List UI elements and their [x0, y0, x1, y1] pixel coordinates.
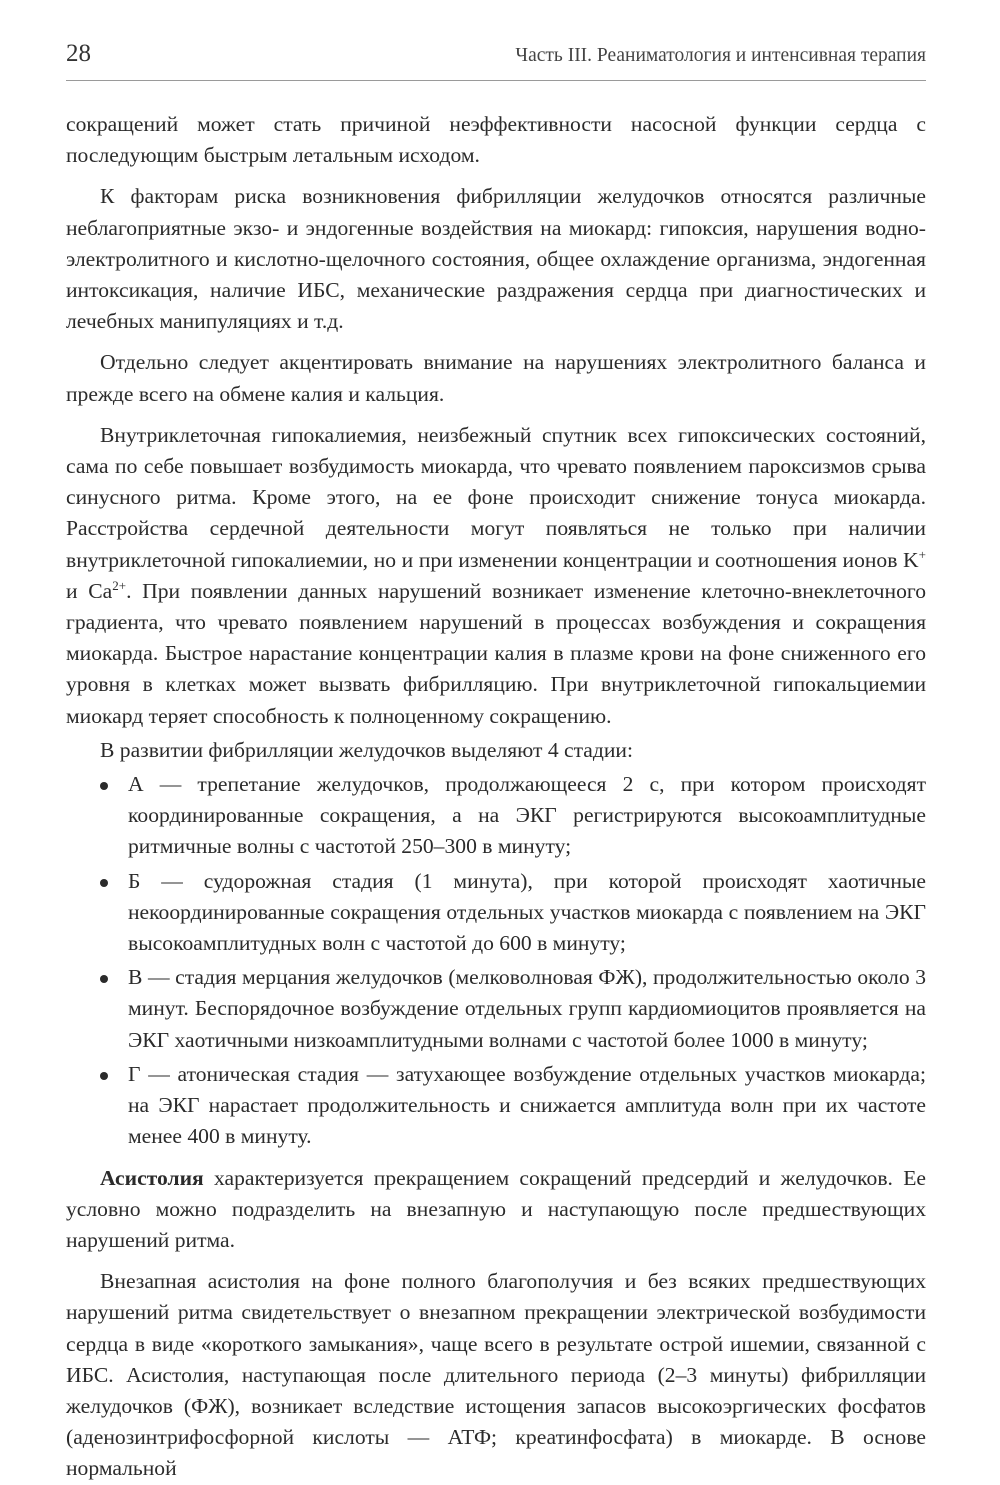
page-number: 28 — [66, 40, 91, 67]
paragraph-risk-factors: К факторам риска возникновения фибрилляции желудочков относятся различные неблагоприятные экзо- и эндогенные воздействия на миокард: гипоксия, нарушения водно-электролитного и кислотно-щелочного состояния, общее охлаждение организма, эндогенная интоксикация, наличие ИБС, механические раздражения сердца при диагностических и лечебных манипуляциях и т.д. — [66, 184, 926, 334]
hypokalemia-text-1: Внутриклеточная гипокалиемия, неизбежный спутник всех гипоксических состояний, сама по себе повышает возбудимость миокарда, что чревато появлением пароксизмов срыва синусного ритма. Кроме этого, на ее фоне происходит снижение тонуса миокарда. Расстройства сердечной деятельности могут появляться не только при наличии внутриклеточной гипокалиемии, но и при изменении концентрации и соотношения ионов K — [66, 422, 926, 572]
paragraph-asystole — [66, 1163, 926, 1257]
bullet-icon — [100, 1072, 108, 1080]
book-page — [66, 40, 926, 1485]
body-text — [66, 109, 926, 1485]
stage-g-text: Г — атоническая стадия — затухающее возбуждение отдельных участков миокарда; на ЭКГ нарастает продолжительность и снижается амплитуда волн при их частоте менее 400 в минуту. — [128, 1061, 926, 1149]
stage-v-text: В — стадия мерцания желудочков (мелковолновая ФЖ), продолжительностью около 3 минут. Беспорядочное возбуждение отдельных групп кардиомиоцитов проявляется на ЭКГ хаотичными низкоамплитудными волнами с частотой более 1000 в минуту; — [128, 965, 926, 1052]
term-asystole: Асистолия — [100, 1165, 204, 1190]
list-item — [66, 1059, 926, 1153]
paragraph-hypokalemia — [66, 420, 926, 732]
paragraph-continuation: сокращений может стать причиной неэффективности насосной функции сердца с последующим быстрым летальным исходом. — [66, 112, 926, 168]
list-item — [66, 769, 926, 863]
running-title: Часть III. Реаниматология и интенсивная терапия — [515, 45, 926, 66]
paragraph-electrolyte-balance: Отдельно следует акцентировать внимание на нарушениях электролитного баланса и прежде всего на обмене калия и кальция. — [66, 350, 926, 406]
calcium-charge: 2+ — [112, 577, 127, 593]
asystole-definition: характеризуется прекращением сокращений предсердий и желудочков. Ее условно можно подразделить на внезапную и наступающую после предшествующих нарушений ритма. — [66, 1165, 926, 1252]
bullet-icon — [100, 879, 108, 887]
paragraph-stages-intro: В развитии фибрилляции желудочков выделяют 4 стадии: — [100, 737, 633, 762]
potassium-charge: + — [918, 546, 926, 562]
stage-b-text: Б — судорожная стадия (1 минута), при которой происходят хаотичные некоординированные сокращения отдельных участков миокарда с появлением на ЭКГ высокоамплитудных волн с частотой до 600 в минуту; — [128, 868, 926, 956]
running-header — [66, 40, 926, 81]
hypokalemia-text-2: и Ca — [66, 578, 113, 603]
stages-list — [66, 769, 926, 1152]
list-item — [66, 962, 926, 1056]
bullet-icon — [100, 782, 108, 790]
stage-a-text: А — трепетание желудочков, продолжающееся 2 с, при котором происходят координированные сокращения, а на ЭКГ регистрируются высокоамплитудные ритмичные волны с частотой 250–300 в минуту; — [128, 772, 926, 859]
bullet-icon — [100, 975, 108, 983]
paragraph-sudden-asystole: Внезапная асистолия на фоне полного благополучия и без всяких предшествующих нарушений ритма свидетельствует о внезапном прекращении электрической возбудимости сердца в виде «короткого замыкания», чаще всего в результате острой ишемии, связанной с ИБС. Асистолия, наступающая после длительного периода (2–3 минуты) фибрилляции желудочков (ФЖ), возникает вследствие истощения запасов высокоэргических фосфатов (аденозинтрифосфорной кислоты — АТФ; креатинфосфата) в миокарде. В основе нормальной — [66, 1269, 926, 1481]
hypokalemia-text-3: . При появлении данных нарушений возникает изменение клеточно-внеклеточного градиента, что чревато появлением нарушений в процессах возбуждения и сокращения миокарда. Быстрое нарастание концентрации калия в плазме крови на фоне сниженного его уровня в клетках может вызвать фибрилляцию. При внутриклеточной гипокальциемии миокард теряет способность к полноценному сокращению. — [66, 578, 926, 728]
list-item — [66, 866, 926, 960]
